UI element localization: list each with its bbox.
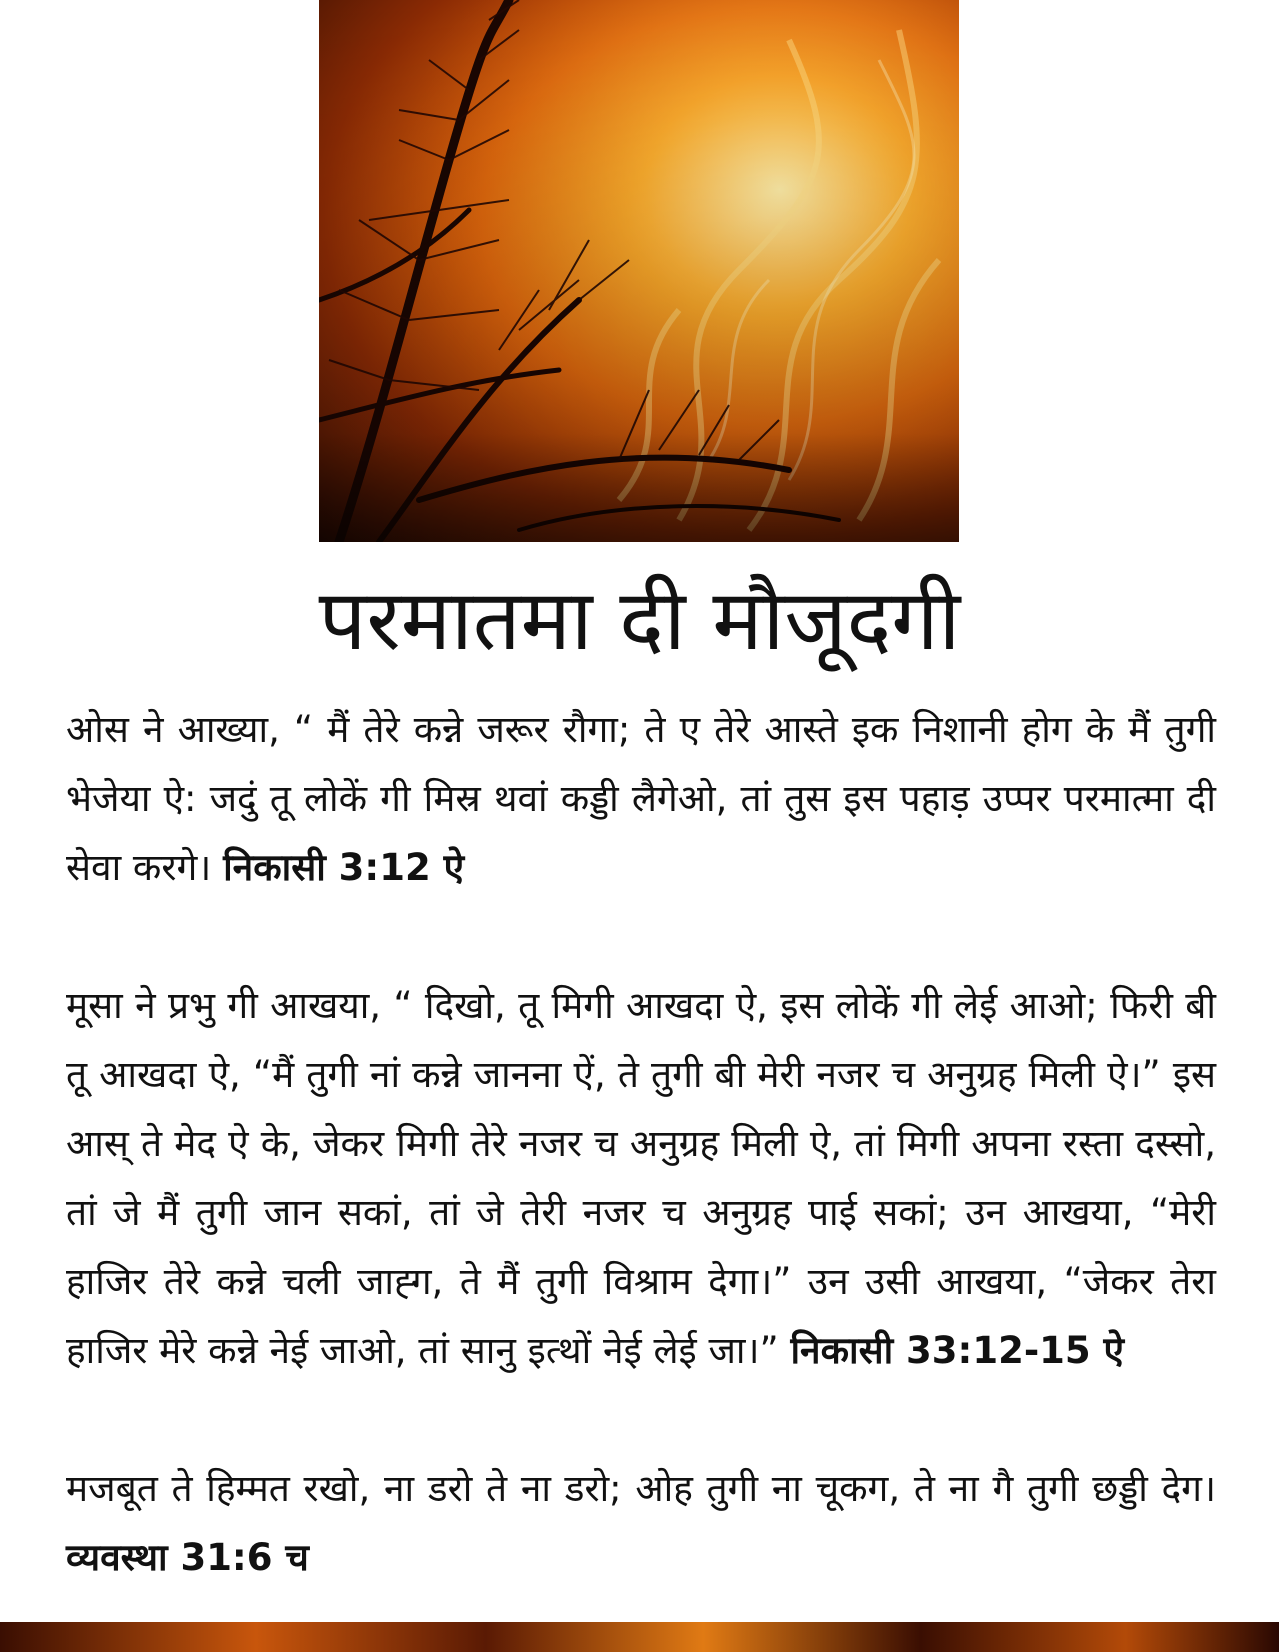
- hero-fire-image: [319, 0, 959, 542]
- verse-text: मूसा ने प्रभु गी आखया, “ दिखो, तू मिगी आखदा ऐ, इस लोकें गी लेई आओ; फिरी बी तू आखदा ऐ, “मैं तुगी नां कन्ने जानना ऐं, ते तुगी बी मेरी नजर च अनुग्रह मिली ऐ।” इस आस् ते मेद ऐ के, जेकर मिगी तेरे नजर च अनुग्रह मिली ऐ, तां मिगी अपना रस्ता दस्सो, तां जे मैं तुगी जान सकां, तां जे तेरी नजर च अनुग्रह पाई सकां; उन आखया, “मेरी हाजिर तेरे कन्ने चली जाह्ग, ते मैं तुगी विश्राम देगा।” उन उसी आखया, “जेकर तेरा हाजिर मेरे कन्ने नेई जाओ, तां सानु इत्थों नेई लेई जा।”: [66, 984, 1216, 1372]
- scripture-paragraph: [66, 1454, 1216, 1592]
- page-title: परमातमा दी मौजूदगी: [318, 571, 961, 669]
- verse-text: ओस ने आख्या, “ मैं तेरे कन्ने जरूर रौगा; ते ए तेरे आस्ते इक निशानी होग के मैं तुगी भेजेया ऐ: जदुं तू लोकें गी मिस्र थवां कड्डी लैगेओ, तां तुस इस पहाड़ उप्पर परमात्मा दी सेवा करगे।: [66, 708, 1216, 889]
- scripture-paragraph: [66, 695, 1216, 902]
- scripture-content: [66, 695, 1216, 1592]
- footer-fire-strip: [0, 1622, 1279, 1652]
- scripture-paragraph: [66, 971, 1216, 1385]
- verse-reference: व्यवस्था 31:6 च: [66, 1536, 309, 1579]
- verse-reference: निकासी 33:12-15 ऐ: [790, 1329, 1125, 1372]
- verse-reference: निकासी 3:12 ऐ: [223, 846, 465, 889]
- verse-text: मजबूत ते हिम्मत रखो, ना डरो ते ना डरो; ओह तुगी ना चूकग, ते ना गै तुगी छड्डी देग।: [66, 1467, 1216, 1510]
- fire-icon: [319, 0, 959, 542]
